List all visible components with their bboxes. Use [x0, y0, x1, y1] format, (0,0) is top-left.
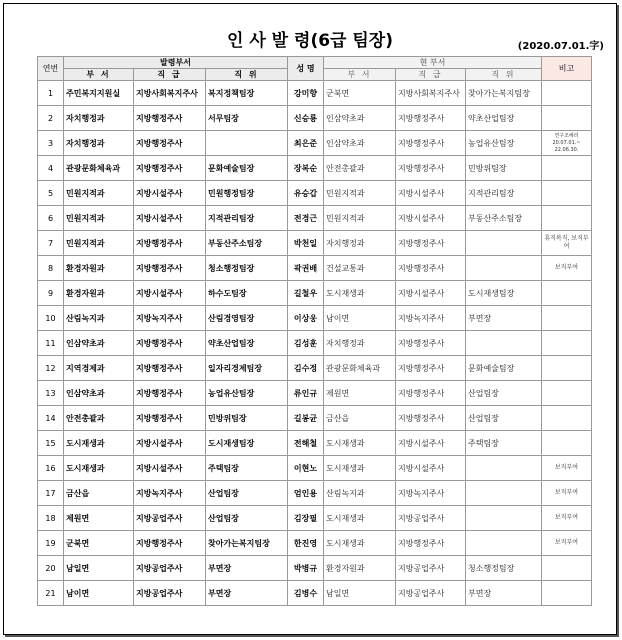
cur-position: [466, 481, 542, 506]
table-row: [38, 481, 592, 506]
new-grade: 지방시설주사: [134, 181, 206, 206]
new-grade: 지방시설주사: [134, 281, 206, 306]
person-name: 박천일: [288, 231, 324, 256]
new-position: 일자리경제팀장: [206, 356, 288, 381]
cur-position: 부면장: [466, 306, 542, 331]
table-row: [38, 581, 592, 606]
new-grade: 지방시설주사: [134, 456, 206, 481]
table-row: [38, 256, 592, 281]
new-dept: 인삼약초과: [64, 331, 134, 356]
cur-position: 주택팀장: [466, 431, 542, 456]
new-dept: 관광문화체육과: [64, 156, 134, 181]
person-name: 박병규: [288, 556, 324, 581]
new-grade: 지방행정주사: [134, 156, 206, 181]
new-dept: 민원지적과: [64, 181, 134, 206]
cur-grade: 지방시설주사: [396, 206, 466, 231]
cur-dept: 자치행정과: [324, 331, 396, 356]
table-row: [38, 381, 592, 406]
cur-grade: 지방공업주사: [396, 506, 466, 531]
cur-grade: 지방행정주사: [396, 531, 466, 556]
person-name: 신승룡: [288, 106, 324, 131]
table-row: [38, 331, 592, 356]
new-dept: 인삼약초과: [64, 381, 134, 406]
cur-position: 산업팀장: [466, 381, 542, 406]
table-row: [38, 206, 592, 231]
note: 보직부여: [542, 531, 592, 556]
note: [542, 156, 592, 181]
new-grade: 지방행정주사: [134, 106, 206, 131]
note: 보직부여: [542, 456, 592, 481]
cur-dept: 건설교통과: [324, 256, 396, 281]
note: 연구조해러 20.07.01.~ 22.06.30.: [542, 131, 592, 156]
table-row: [38, 231, 592, 256]
cur-dept: 도시재생과: [324, 281, 396, 306]
person-name: 이상웅: [288, 306, 324, 331]
cur-grade: 지방행정주사: [396, 381, 466, 406]
cur-dept: 남일면: [324, 581, 396, 606]
note: [542, 81, 592, 106]
cur-grade: 지방행정주사: [396, 331, 466, 356]
cur-position: 민방위팀장: [466, 156, 542, 181]
new-position: 산림경영팀장: [206, 306, 288, 331]
table-row: [38, 556, 592, 581]
cur-grade: 지방행정주사: [396, 256, 466, 281]
new-grade: 지방공업주사: [134, 556, 206, 581]
new-dept: 환경자원과: [64, 281, 134, 306]
table-row: [38, 106, 592, 131]
note: [542, 356, 592, 381]
new-grade: 지방녹지주사: [134, 481, 206, 506]
new-grade: 지방녹지주사: [134, 306, 206, 331]
note: 보직부여: [542, 256, 592, 281]
cur-position: 지적관리팀장: [466, 181, 542, 206]
header-new-dept: 부 서: [64, 69, 134, 81]
cur-dept: 인삼약초과: [324, 131, 396, 156]
cur-position: 찾아가는복지팀장: [466, 81, 542, 106]
cur-dept: 제원면: [324, 381, 396, 406]
cur-position: [466, 456, 542, 481]
new-dept: 자치행정과: [64, 131, 134, 156]
note: [542, 181, 592, 206]
cur-position: [466, 331, 542, 356]
row-num: 14: [38, 406, 64, 431]
table-row: [38, 131, 592, 156]
new-position: 민방위팀장: [206, 406, 288, 431]
new-position: 문화예술팀장: [206, 156, 288, 181]
new-dept: 도시재생과: [64, 456, 134, 481]
cur-grade: 지방녹지주사: [396, 481, 466, 506]
row-num: 2: [38, 106, 64, 131]
cur-position: 부동산주소팀장: [466, 206, 542, 231]
row-num: 7: [38, 231, 64, 256]
table-row: [38, 356, 592, 381]
cur-dept: 산림녹지과: [324, 481, 396, 506]
new-position: 도시재생팀장: [206, 431, 288, 456]
new-dept: 지역경제과: [64, 356, 134, 381]
new-dept: 자치행정과: [64, 106, 134, 131]
new-dept: 제원면: [64, 506, 134, 531]
new-dept: 환경자원과: [64, 256, 134, 281]
table-row: [38, 506, 592, 531]
new-dept: 군북면: [64, 531, 134, 556]
new-position: [206, 131, 288, 156]
note: [542, 206, 592, 231]
cur-dept: 금산읍: [324, 406, 396, 431]
person-name: 전해철: [288, 431, 324, 456]
header-num: 연번: [38, 57, 64, 81]
person-name: 김성훈: [288, 331, 324, 356]
cur-position: 청소행정팀장: [466, 556, 542, 581]
new-position: 지적관리팀장: [206, 206, 288, 231]
cur-position: [466, 231, 542, 256]
person-name: 이현노: [288, 456, 324, 481]
person-name: 한진영: [288, 531, 324, 556]
cur-dept: 도시재생과: [324, 531, 396, 556]
table-row: [38, 281, 592, 306]
cur-position: 문화예술팀장: [466, 356, 542, 381]
cur-position: 도시재생팀장: [466, 281, 542, 306]
cur-grade: 지방사회복지주사: [396, 81, 466, 106]
note: [542, 406, 592, 431]
new-position: 약초산업팀장: [206, 331, 288, 356]
table-row: [38, 181, 592, 206]
row-num: 15: [38, 431, 64, 456]
new-dept: 민원지적과: [64, 206, 134, 231]
note: 보직부여: [542, 506, 592, 531]
new-position: 민원행정팀장: [206, 181, 288, 206]
new-grade: 지방사회복지주사: [134, 81, 206, 106]
cur-dept: 군북면: [324, 81, 396, 106]
cur-dept: 환경자원과: [324, 556, 396, 581]
cur-dept: 도시재생과: [324, 431, 396, 456]
new-position: 산업팀장: [206, 506, 288, 531]
header-new-position: 직 위: [206, 69, 288, 81]
new-dept: 산림녹지과: [64, 306, 134, 331]
document-date: (2020.07.01.字): [517, 41, 604, 52]
row-num: 21: [38, 581, 64, 606]
new-position: 복지정책팀장: [206, 81, 288, 106]
cur-grade: 지방행정주사: [396, 156, 466, 181]
cur-dept: 민원지적과: [324, 181, 396, 206]
cur-dept: 도시재생과: [324, 456, 396, 481]
table-row: [38, 81, 592, 106]
cur-dept: 안전총괄과: [324, 156, 396, 181]
header-cur-grade: 직 급: [396, 69, 466, 81]
new-grade: 지방행정주사: [134, 331, 206, 356]
person-name: 전경근: [288, 206, 324, 231]
table-row: [38, 456, 592, 481]
new-grade: 지방행정주사: [134, 256, 206, 281]
new-position: 부면장: [206, 581, 288, 606]
person-name: 엄인용: [288, 481, 324, 506]
new-grade: 지방행정주사: [134, 131, 206, 156]
table-row: [38, 406, 592, 431]
cur-dept: 도시재생과: [324, 506, 396, 531]
row-num: 13: [38, 381, 64, 406]
row-num: 1: [38, 81, 64, 106]
new-grade: 지방행정주사: [134, 231, 206, 256]
note: [542, 106, 592, 131]
cur-grade: 지방시설주사: [396, 456, 466, 481]
header-cur-dept: 부 서: [324, 69, 396, 81]
table-row: [38, 531, 592, 556]
person-name: 곽권배: [288, 256, 324, 281]
personnel-table: [37, 56, 592, 606]
new-grade: 지방행정주사: [134, 381, 206, 406]
new-grade: 지방행정주사: [134, 531, 206, 556]
person-name: 최은준: [288, 131, 324, 156]
new-dept: 도시재생과: [64, 431, 134, 456]
note: [542, 306, 592, 331]
cur-grade: 지방시설주사: [396, 431, 466, 456]
new-dept: 금산읍: [64, 481, 134, 506]
row-num: 16: [38, 456, 64, 481]
cur-grade: 지방행정주사: [396, 131, 466, 156]
person-name: 유승갑: [288, 181, 324, 206]
cur-grade: 지방공업주사: [396, 556, 466, 581]
cur-grade: 지방시설주사: [396, 281, 466, 306]
table-row: [38, 156, 592, 181]
note: [542, 556, 592, 581]
cur-position: 부면장: [466, 581, 542, 606]
row-num: 4: [38, 156, 64, 181]
row-num: 6: [38, 206, 64, 231]
row-num: 9: [38, 281, 64, 306]
new-position: 부면장: [206, 556, 288, 581]
new-grade: 지방시설주사: [134, 206, 206, 231]
person-name: 김장필: [288, 506, 324, 531]
cur-dept: 인삼약초과: [324, 106, 396, 131]
row-num: 5: [38, 181, 64, 206]
cur-position: 산업팀장: [466, 406, 542, 431]
new-position: 주택팀장: [206, 456, 288, 481]
new-grade: 지방행정주사: [134, 406, 206, 431]
cur-grade: 지방공업주사: [396, 581, 466, 606]
cur-dept: 남이면: [324, 306, 396, 331]
new-grade: 지방공업주사: [134, 506, 206, 531]
document-frame: [3, 3, 617, 635]
person-name: 장복순: [288, 156, 324, 181]
table-body: [38, 81, 592, 606]
cur-position: 약초산업팀장: [466, 106, 542, 131]
note: [542, 381, 592, 406]
cur-position: [466, 506, 542, 531]
row-num: 20: [38, 556, 64, 581]
cur-dept: 자치행정과: [324, 231, 396, 256]
new-position: 부동산주소팀장: [206, 231, 288, 256]
table-row: [38, 306, 592, 331]
row-num: 8: [38, 256, 64, 281]
new-dept: 남이면: [64, 581, 134, 606]
header-cur-group: 현 부서: [324, 57, 542, 69]
new-dept: 주민복지지원실: [64, 81, 134, 106]
row-num: 12: [38, 356, 64, 381]
new-grade: 지방시설주사: [134, 431, 206, 456]
cur-dept: 관광문화체육과: [324, 356, 396, 381]
note: [542, 281, 592, 306]
new-grade: 지방공업주사: [134, 581, 206, 606]
person-name: 김병수: [288, 581, 324, 606]
new-dept: 민원지적과: [64, 231, 134, 256]
person-name: 강미향: [288, 81, 324, 106]
new-grade: 지방행정주사: [134, 356, 206, 381]
person-name: 류인규: [288, 381, 324, 406]
cur-position: 농업유산팀장: [466, 131, 542, 156]
person-name: 김수정: [288, 356, 324, 381]
row-num: 11: [38, 331, 64, 356]
header-new-grade: 직 급: [134, 69, 206, 81]
cur-grade: 지방시설주사: [396, 181, 466, 206]
cur-dept: 민원지적과: [324, 206, 396, 231]
new-dept: 남일면: [64, 556, 134, 581]
new-position: 하수도팀장: [206, 281, 288, 306]
new-position: 청소행정팀장: [206, 256, 288, 281]
row-num: 10: [38, 306, 64, 331]
row-num: 19: [38, 531, 64, 556]
note: [542, 431, 592, 456]
row-num: 3: [38, 131, 64, 156]
table-row: [38, 431, 592, 456]
cur-grade: 지방행정주사: [396, 106, 466, 131]
note: [542, 331, 592, 356]
new-position: 찾아가는복지팀장: [206, 531, 288, 556]
person-name: 길철우: [288, 281, 324, 306]
note: 휴직복직, 보직부여: [542, 231, 592, 256]
new-dept: 안전총괄과: [64, 406, 134, 431]
new-position: 산업팀장: [206, 481, 288, 506]
header-name: 성 명: [288, 57, 324, 81]
cur-grade: 지방녹지주사: [396, 306, 466, 331]
row-num: 17: [38, 481, 64, 506]
header-note: 비고: [542, 57, 592, 81]
cur-position: [466, 256, 542, 281]
new-position: 서무팀장: [206, 106, 288, 131]
header-new-group: 발령부서: [64, 57, 288, 69]
cur-grade: 지방행정주사: [396, 231, 466, 256]
cur-grade: 지방행정주사: [396, 406, 466, 431]
new-position: 농업유산팀장: [206, 381, 288, 406]
note: 보직부여: [542, 481, 592, 506]
cur-position: [466, 531, 542, 556]
cur-grade: 지방행정주사: [396, 356, 466, 381]
row-num: 18: [38, 506, 64, 531]
note: [542, 581, 592, 606]
person-name: 길봉균: [288, 406, 324, 431]
header-cur-position: 직 위: [466, 69, 542, 81]
document-title: 인 사 발 령(6급 팀장): [227, 31, 393, 51]
